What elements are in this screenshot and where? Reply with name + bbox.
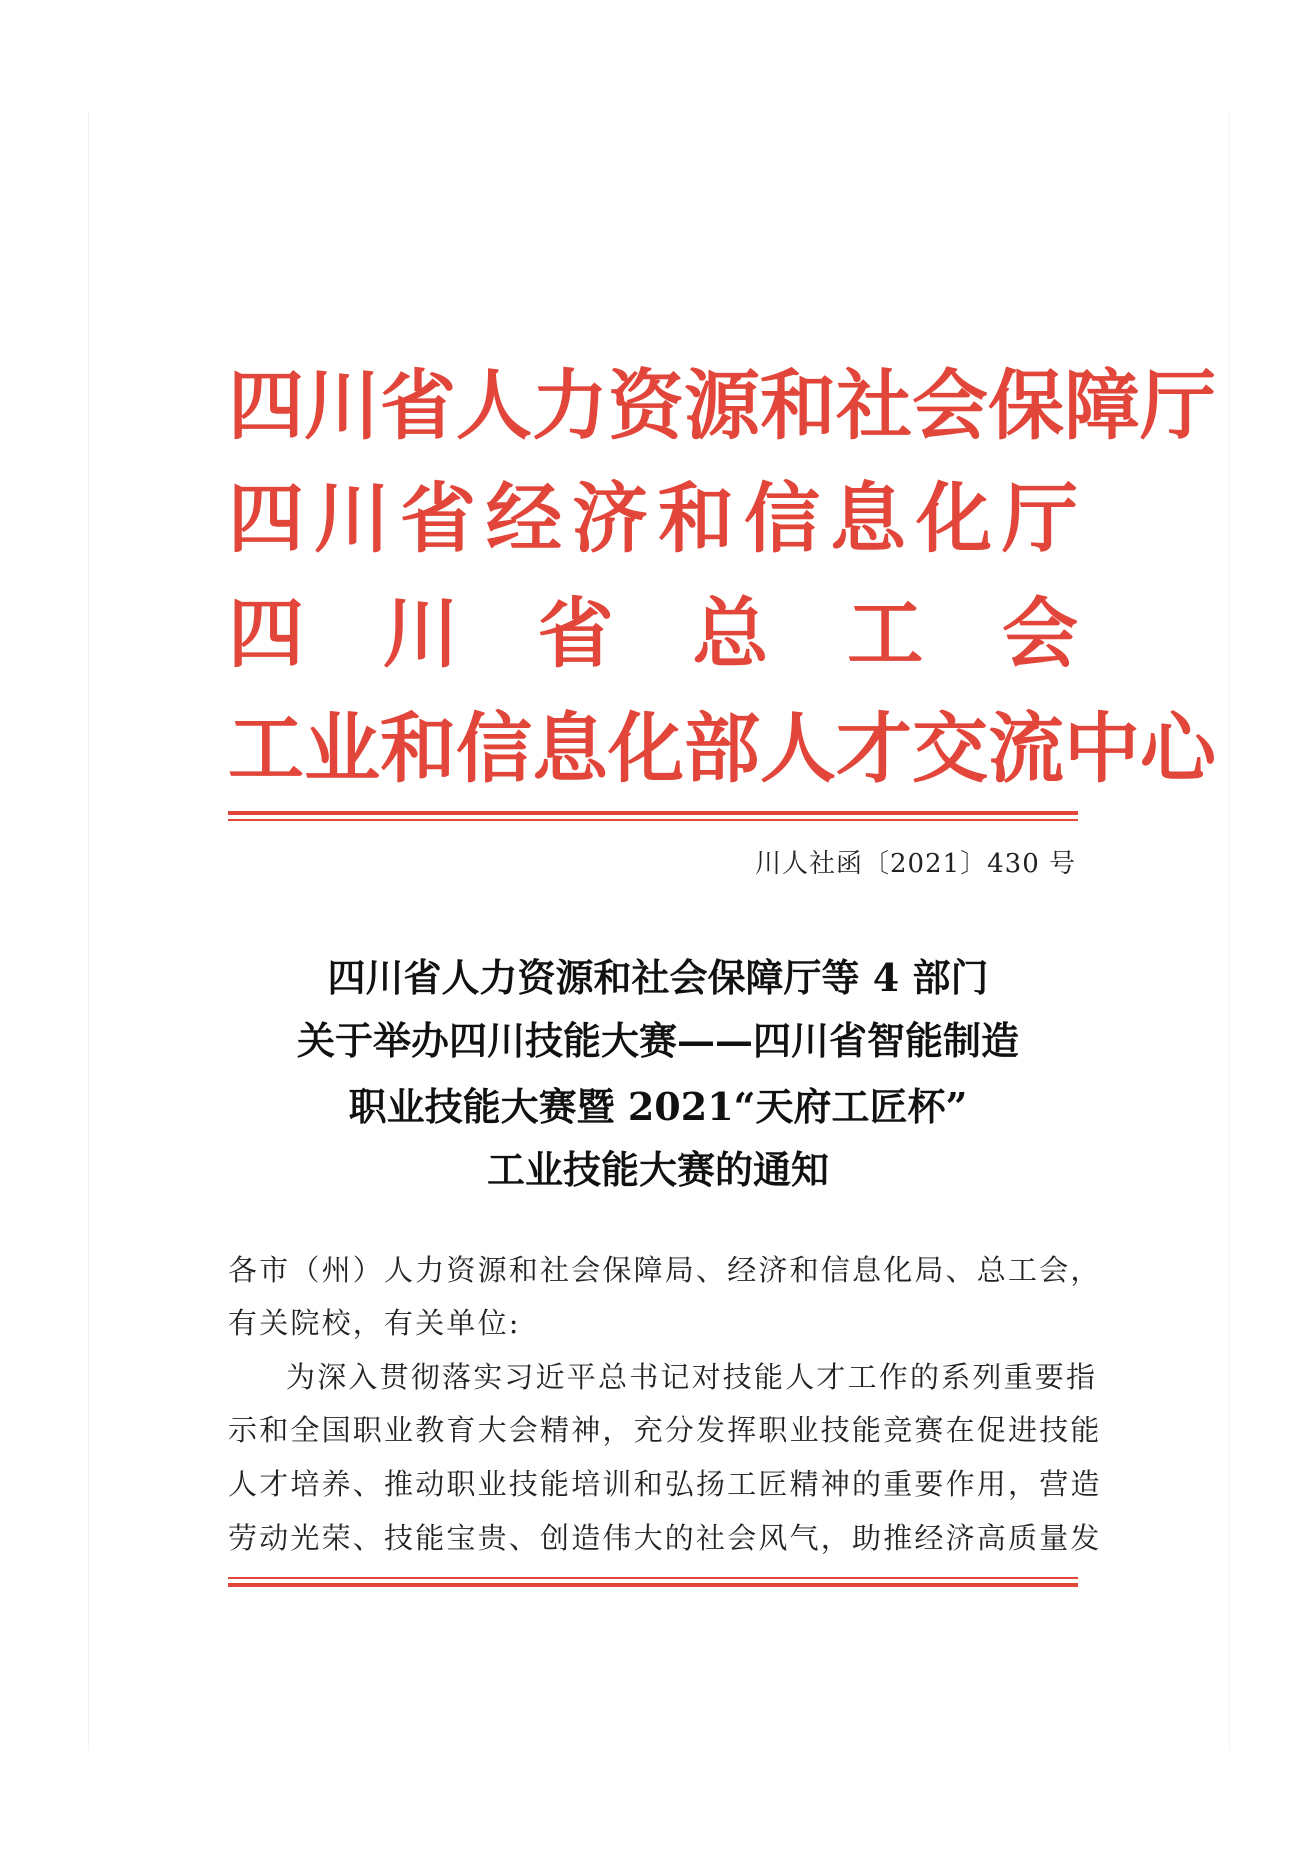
issuer-char: 信 <box>744 474 820 563</box>
issuer-char: 总 <box>692 589 769 678</box>
issuer-char: 业 <box>304 704 380 793</box>
notice-title-line-1: 四川省人力资源和社会保障厅等 4 部门 <box>327 955 989 1000</box>
issuer-char: 厅 <box>1140 361 1216 450</box>
issuer-char: 中 <box>1064 704 1140 793</box>
notice-title-line-3: 职业技能大赛暨 2021“天府工匠杯” <box>348 1084 968 1129</box>
issuer-char: 流 <box>988 704 1064 793</box>
issuer-char: 和 <box>658 474 734 563</box>
issuer-char: 力 <box>532 361 608 450</box>
salutation-line-1: 各市（州）人力资源和社会保障局、经济和信息化局、总工会， <box>228 1253 1102 1287</box>
issuer-line-3 <box>228 586 1078 682</box>
issuer-line-2 <box>228 471 1078 567</box>
issuer-char: 和 <box>760 361 836 450</box>
body-paragraph-line: 示和全国职业教育大会精神，充分发挥职业技能竞赛在促进技能 <box>228 1413 1102 1447</box>
issuer-line-1 <box>228 358 1216 454</box>
issuer-char: 息 <box>830 474 906 563</box>
issuer-char: 川 <box>314 474 390 563</box>
notice-title-line-2: 关于举办四川技能大赛——四川省智能制造 <box>296 1018 1019 1063</box>
issuer-char: 部 <box>684 704 760 793</box>
issuer-char: 社 <box>836 361 912 450</box>
issuer-char: 工 <box>847 589 924 678</box>
body-paragraph-line: 人才培养、推动职业技能培训和弘扬工匠精神的重要作用，营造 <box>228 1467 1102 1501</box>
issuer-char: 人 <box>760 704 836 793</box>
issuer-char: 化 <box>608 704 684 793</box>
issuer-char: 才 <box>836 704 912 793</box>
issuer-char: 人 <box>456 361 532 450</box>
issuer-char: 省 <box>537 589 614 678</box>
header-divider-thick <box>228 811 1078 815</box>
footer-divider-thick <box>228 1583 1078 1587</box>
header-divider-thin <box>228 819 1078 821</box>
salutation-line-2: 有关院校，有关单位: <box>228 1306 521 1340</box>
issuer-char: 厅 <box>1002 474 1078 563</box>
issuer-char: 四 <box>228 361 304 450</box>
issuer-line-4 <box>228 701 1216 797</box>
scan-edge <box>88 110 1230 1750</box>
issuer-char: 心 <box>1140 704 1216 793</box>
issuer-char: 化 <box>916 474 992 563</box>
issuer-char: 息 <box>532 704 608 793</box>
body-paragraph-line: 为深入贯彻落实习近平总书记对技能人才工作的系列重要指 <box>286 1360 1098 1394</box>
notice-title-line-4: 工业技能大赛的通知 <box>486 1147 829 1192</box>
issuer-char: 省 <box>380 361 456 450</box>
body-paragraph-line: 劳动光荣、技能宝贵、创造伟大的社会风气，助推经济高质量发 <box>228 1521 1102 1555</box>
issuer-char: 济 <box>572 474 648 563</box>
issuer-char: 信 <box>456 704 532 793</box>
document-number: 川人社函〔2021〕430 号 <box>754 849 1076 879</box>
issuer-char: 川 <box>304 361 380 450</box>
issuer-char: 保 <box>988 361 1064 450</box>
issuer-char: 会 <box>1001 589 1078 678</box>
issuer-char: 省 <box>400 474 476 563</box>
issuer-char: 源 <box>684 361 760 450</box>
issuer-char: 川 <box>382 589 459 678</box>
issuer-char: 四 <box>228 474 304 563</box>
issuer-char: 和 <box>380 704 456 793</box>
issuer-char: 会 <box>912 361 988 450</box>
footer-divider-thin <box>228 1577 1078 1579</box>
issuer-char: 工 <box>228 704 304 793</box>
issuer-char: 资 <box>608 361 684 450</box>
issuer-char: 障 <box>1064 361 1140 450</box>
issuer-char: 经 <box>486 474 562 563</box>
issuer-char: 四 <box>228 589 304 678</box>
issuer-char: 交 <box>912 704 988 793</box>
